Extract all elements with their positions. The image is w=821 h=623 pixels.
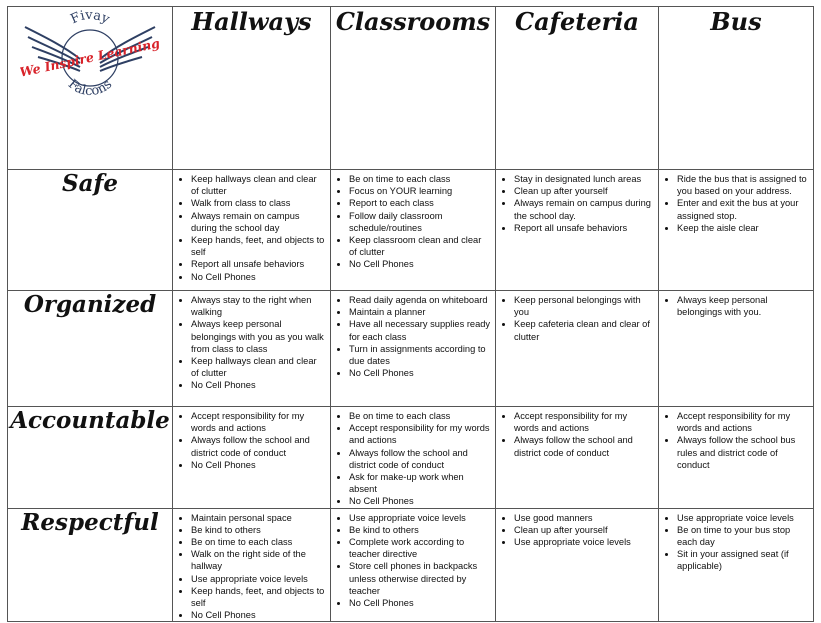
expectation-item: • Use appropriate voice levels [514, 536, 654, 548]
column-header-bus: Bus [659, 7, 814, 170]
expectation-item: • Be on time to each class [349, 410, 491, 422]
logo-bottom-text: Falcons [64, 76, 116, 100]
expectation-item: • Always follow the school and district code of conduct [191, 434, 326, 458]
expectation-item: • No Cell Phones [349, 495, 491, 507]
expectation-list [331, 509, 495, 610]
expectation-item: • Use good manners [514, 512, 654, 524]
expectation-list [331, 407, 495, 508]
expectation-item: • Accept responsibility for my words and actions [191, 410, 326, 434]
cell-respectful-bus [659, 508, 814, 622]
row-organized [8, 291, 814, 407]
expectation-item: • Report all unsafe behaviors [514, 222, 654, 234]
expectation-item: • Keep cafeteria clean and clear of clutter [514, 318, 654, 342]
cell-respectful-classrooms [331, 508, 496, 622]
cell-organized-classrooms [331, 291, 496, 407]
expectation-item: • Always follow the school and district code of conduct [514, 434, 654, 458]
expectation-item: • Focus on YOUR learning [349, 185, 491, 197]
logo-cell [8, 7, 173, 170]
expectation-item: • Keep the aisle clear [677, 222, 809, 234]
expectation-item: • Maintain a planner [349, 306, 491, 318]
cell-safe-cafeteria [496, 170, 659, 291]
cell-respectful-hallways [173, 508, 331, 622]
cell-accountable-bus [659, 407, 814, 509]
expectation-list [659, 509, 813, 573]
expectation-list [173, 170, 330, 283]
expectation-list [331, 291, 495, 379]
logo-top-text: Fivay [68, 7, 112, 28]
expectation-item: • Use appropriate voice levels [677, 512, 809, 524]
expectation-item: • Keep hands, feet, and objects to self [191, 234, 326, 258]
expectation-item: • Always remain on campus during the school day [191, 210, 326, 234]
expectation-item: • Report all unsafe behaviors [191, 258, 326, 270]
expectation-item: • Always keep personal belongings with you. [677, 294, 809, 318]
falcons-logo [20, 7, 160, 107]
expectation-item: • Accept responsibility for my words and actions [677, 410, 809, 434]
expectation-item: • Keep hallways clean and clear of clutter [191, 173, 326, 197]
expectation-item: • Maintain personal space [191, 512, 326, 524]
column-header-classrooms: Classrooms [331, 7, 496, 170]
expectation-list [173, 407, 330, 471]
cell-safe-hallways [173, 170, 331, 291]
expectation-item: • Stay in designated lunch areas [514, 173, 654, 185]
expectation-item: • Complete work according to teacher directive [349, 536, 491, 560]
cell-organized-cafeteria [496, 291, 659, 407]
row-header-safe: Safe [8, 170, 173, 291]
cell-accountable-hallways [173, 407, 331, 509]
cell-accountable-cafeteria [496, 407, 659, 509]
cell-safe-bus [659, 170, 814, 291]
expectation-list [659, 170, 813, 234]
expectation-item: • Always keep personal belongings with you as you walk from class to class [191, 318, 326, 355]
expectation-item: • No Cell Phones [349, 258, 491, 270]
expectation-item: • Be kind to others [191, 524, 326, 536]
expectation-item: • Use appropriate voice levels [191, 573, 326, 585]
expectation-item: • Read daily agenda on whiteboard [349, 294, 491, 306]
row-safe [8, 170, 814, 291]
cell-organized-bus [659, 291, 814, 407]
expectation-item: • No Cell Phones [349, 597, 491, 609]
expectation-item: • Be kind to others [349, 524, 491, 536]
expectation-item: • No Cell Phones [191, 271, 326, 283]
expectation-list [496, 509, 658, 549]
expectation-item: • Keep hands, feet, and objects to self [191, 585, 326, 609]
expectation-item: • Always remain on campus during the school day. [514, 197, 654, 221]
row-respectful [8, 508, 814, 622]
row-header-respectful: Respectful [8, 508, 173, 622]
expectation-list [496, 291, 658, 343]
expectation-item: • Keep hallways clean and clear of clutter [191, 355, 326, 379]
cell-accountable-classrooms [331, 407, 496, 509]
expectation-item: • No Cell Phones [191, 379, 326, 391]
header-row [8, 7, 814, 170]
expectation-item: • Always follow the school bus rules and district code of conduct [677, 434, 809, 471]
expectation-item: • Always stay to the right when walking [191, 294, 326, 318]
expectation-item: • Accept responsibility for my words and actions [514, 410, 654, 434]
expectation-item: • Sit in your assigned seat (if applicable) [677, 548, 809, 572]
expectation-item: • Accept responsibility for my words and actions [349, 422, 491, 446]
expectation-item: • Ask for make-up work when absent [349, 471, 491, 495]
expectation-item: • No Cell Phones [349, 367, 491, 379]
expectation-list [173, 509, 330, 622]
expectation-item: • Follow daily classroom schedule/routines [349, 210, 491, 234]
expectation-item: • Always follow the school and district code of conduct [349, 447, 491, 471]
expectation-item: • Be on time to your bus stop each day [677, 524, 809, 548]
column-header-cafeteria: Cafeteria [496, 7, 659, 170]
cell-respectful-cafeteria [496, 508, 659, 622]
expectation-item: • Clean up after yourself [514, 524, 654, 536]
behavior-matrix-table [7, 6, 814, 622]
expectation-list [496, 170, 658, 234]
row-accountable [8, 407, 814, 509]
expectation-item: • Walk on the right side of the hallway [191, 548, 326, 572]
expectation-item: • Keep personal belongings with you [514, 294, 654, 318]
logo-slogan: We Inspire Learning [20, 35, 160, 80]
row-header-organized: Organized [8, 291, 173, 407]
expectation-item: • No Cell Phones [191, 609, 326, 621]
expectation-list [659, 407, 813, 471]
expectation-list [331, 170, 495, 271]
expectation-item: • Clean up after yourself [514, 185, 654, 197]
expectation-item: • Be on time to each class [349, 173, 491, 185]
expectation-item: • Use appropriate voice levels [349, 512, 491, 524]
cell-organized-hallways [173, 291, 331, 407]
expectation-item: • Turn in assignments according to due dates [349, 343, 491, 367]
expectation-item: • Walk from class to class [191, 197, 326, 209]
expectation-item: • Be on time to each class [191, 536, 326, 548]
expectation-item: • Enter and exit the bus at your assigned stop. [677, 197, 809, 221]
expectation-item: • Have all necessary supplies ready for each class [349, 318, 491, 342]
expectation-item: • Report to each class [349, 197, 491, 209]
row-header-accountable: Accountable [8, 407, 173, 509]
expectation-item: • Keep classroom clean and clear of clutter [349, 234, 491, 258]
expectation-item: • Store cell phones in backpacks unless otherwise directed by teacher [349, 560, 491, 597]
expectation-list [659, 291, 813, 318]
column-header-hallways: Hallways [173, 7, 331, 170]
expectation-list [496, 407, 658, 459]
expectation-list [173, 291, 330, 392]
expectation-item: • No Cell Phones [191, 459, 326, 471]
expectation-item: • Ride the bus that is assigned to you based on your address. [677, 173, 809, 197]
cell-safe-classrooms [331, 170, 496, 291]
